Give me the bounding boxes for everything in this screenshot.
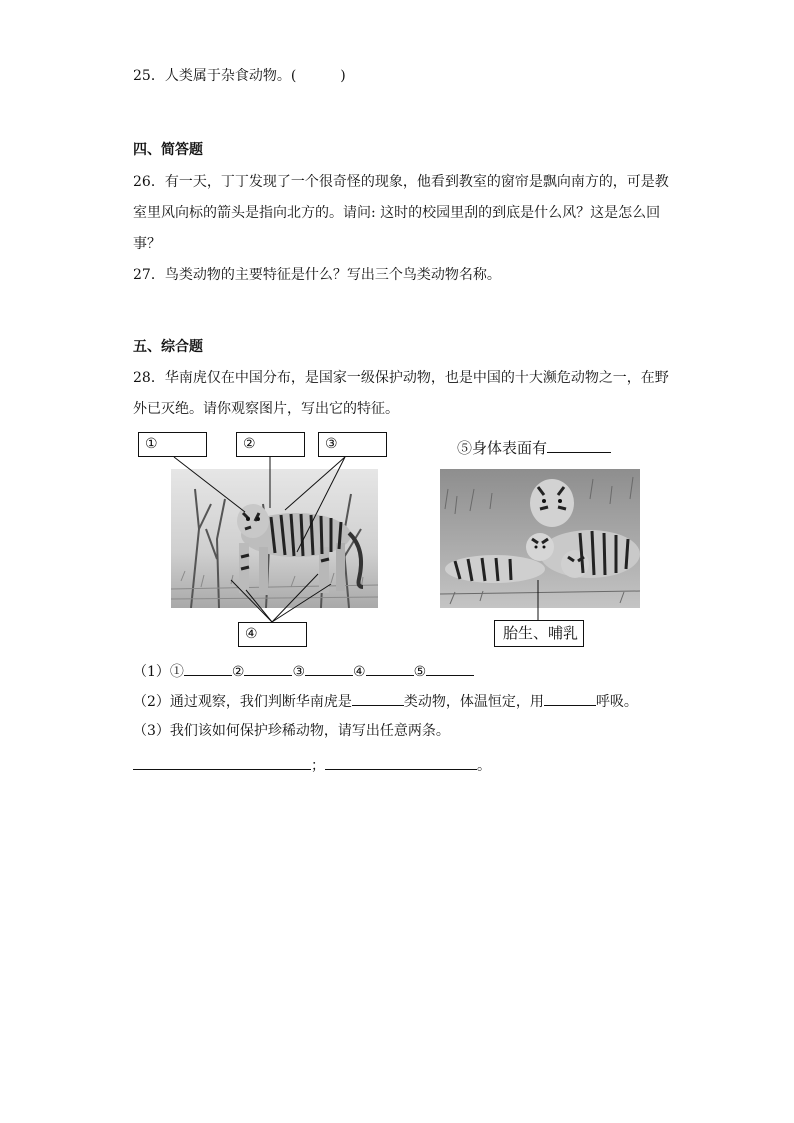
answer-blank-1[interactable] [133, 755, 311, 770]
question-26-line-2: 室里风向标的箭头是指向北方的。请问: 这时的校园里刮的到底是什么风？这是怎么回 [133, 205, 661, 221]
question-28-line-1: 28．华南虎仅在中国分布，是国家一级保护动物，也是中国的十大濒危动物之一，在野 [133, 370, 669, 386]
blank-5[interactable] [547, 438, 611, 453]
blank-5b[interactable] [426, 661, 474, 676]
section-title-comprehensive: 五、综合题 [133, 339, 203, 355]
blank-animal-class[interactable] [352, 691, 404, 706]
answer-blank-2[interactable] [325, 755, 477, 770]
connector-leg-3 [272, 574, 318, 622]
connector-head [174, 457, 245, 512]
sub-question-3: （3）我们该如何保护珍稀动物，请写出任意两条。 [133, 723, 450, 739]
connector-leg-4 [272, 584, 331, 622]
question-26-line-1: 26．有一天，丁丁发现了一个很奇怪的现象，他看到教室的窗帘是飘向南方的，可是教 [133, 174, 669, 190]
label-box-3: ③ [318, 432, 387, 457]
connector-leg-2 [246, 590, 272, 622]
birth-label-box: 胎生、哺乳 [494, 620, 584, 647]
question-27: 27．鸟类动物的主要特征是什么？写出三个鸟类动物名称。 [133, 267, 501, 283]
blank-1[interactable] [184, 661, 232, 676]
blank-3[interactable] [305, 661, 353, 676]
section-title-short-answer: 四、简答题 [133, 142, 203, 158]
connector-body-b [297, 457, 345, 552]
label-box-4: ④ [238, 622, 307, 647]
blank-breathing-organ[interactable] [544, 691, 596, 706]
blank-4[interactable] [366, 661, 414, 676]
blank-2[interactable] [244, 661, 292, 676]
answer-lines: ； 。 [133, 755, 491, 776]
question-26-line-3: 事？ [133, 236, 161, 252]
connector-body-a [285, 457, 345, 510]
connector-leg-1 [231, 580, 272, 622]
label-box-1: ① [138, 432, 207, 457]
label-5: ⑤身体表面有 [457, 438, 611, 458]
sub-question-2: （2）通过观察，我们判断华南虎是 类动物，体温恒定，用 呼吸。 [133, 691, 638, 712]
question-25: 25．人类属于杂食动物。( ) [133, 68, 346, 84]
sub-question-1: （1）① ② ③ ④ ⑤ [133, 661, 474, 682]
question-28-line-2: 外已灭绝。请你观察图片，写出它的特征。 [133, 401, 399, 417]
label-box-2: ② [236, 432, 305, 457]
